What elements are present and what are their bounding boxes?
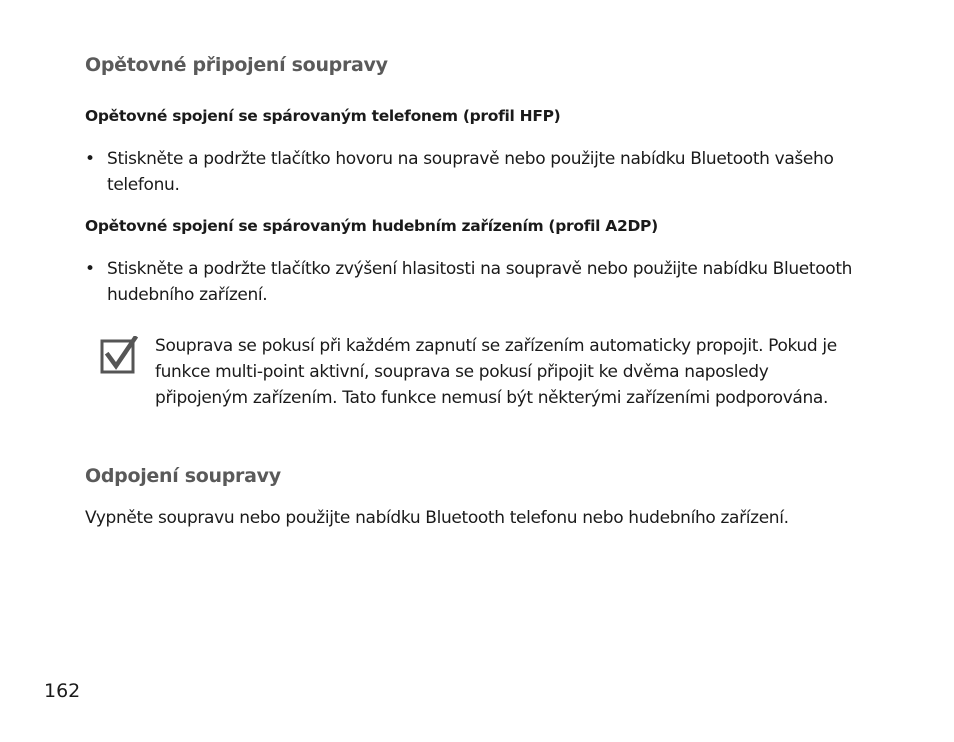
bullet-dot: •: [85, 149, 95, 169]
subtitle-hfp: Opětovné spojení se spárovaným telefonem (profil HFP): [85, 107, 561, 125]
bullet-a2dp: [85, 256, 875, 308]
section-title-reconnect: Opětovné připojení soupravy: [85, 54, 388, 76]
bullet-a2dp-text: Stiskněte a podržte tlačítko zvýšení hlasitosti na soupravě nebo použijte nabídku Bluetooth hudebního zařízení.: [107, 259, 853, 305]
section-title-disconnect: Odpojení soupravy: [85, 465, 281, 487]
bullet-hfp-text: Stiskněte a podržte tlačítko hovoru na soupravě nebo použijte nabídku Bluetooth vašeho telefonu.: [107, 149, 834, 195]
page-number: 162: [44, 680, 81, 702]
subtitle-a2dp: Opětovné spojení se spárovaným hudebním zařízením (profil A2DP): [85, 217, 658, 235]
bullet-dot: •: [85, 259, 95, 279]
bullet-hfp: [85, 146, 875, 198]
note-text: Souprava se pokusí při každém zapnutí se zařízením automaticky propojit. Pokud je funkce multi-point aktivní, souprava se pokusí připojit ke dvěma naposledy připojeným zařízením. Tato funkce nemusí být některými zařízeními podporována.: [155, 336, 837, 408]
checkbox-note-icon: [100, 336, 138, 374]
disconnect-text: Vypněte soupravu nebo použijte nabídku Bluetooth telefonu nebo hudebního zařízení.: [85, 508, 789, 528]
